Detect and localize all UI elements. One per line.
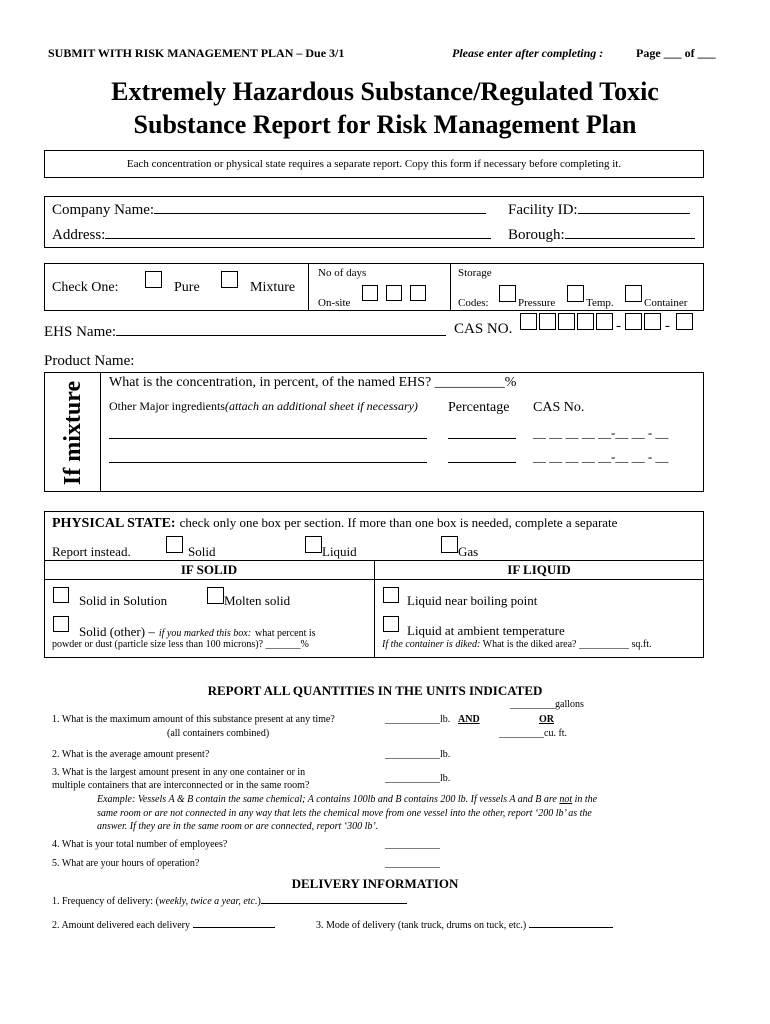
borough-field[interactable]: [508, 224, 695, 244]
container-code-box[interactable]: [625, 285, 642, 302]
if-solid-heading: IF SOLID: [180, 562, 238, 577]
cas-digit-box[interactable]: [644, 313, 661, 330]
solid-in-solution-checkbox[interactable]: [53, 587, 69, 603]
days-digit-box[interactable]: [362, 285, 378, 301]
example-1a: Example: Vessels A & B contain the same chemical; A contains 100lb and B contains 200 lb. If vessels A and B are: [97, 794, 560, 805]
liquid-near-boiling-checkbox[interactable]: [383, 587, 399, 603]
q3-text-a: 3. What is the largest amount present in any one container or in: [52, 767, 306, 778]
liquid-checkbox[interactable]: [305, 536, 322, 553]
other-ingredients-text: Other Major ingredients: [109, 399, 225, 413]
onsite-label: On-site: [318, 297, 351, 309]
liquid-ambient-checkbox[interactable]: [383, 616, 399, 632]
container-label: Container: [644, 297, 688, 309]
gas-checkbox[interactable]: [441, 536, 458, 553]
address-field[interactable]: [52, 224, 491, 244]
physical-state-heading: PHYSICAL STATE:: [52, 516, 176, 531]
quantities-heading: REPORT ALL QUANTITIES IN THE UNITS INDICATED: [207, 683, 543, 698]
cas-digit-box[interactable]: [596, 313, 613, 330]
example-not: not: [559, 794, 573, 805]
frequency-examples: weekly, twice a year, etc.: [158, 896, 258, 907]
solid-checkbox[interactable]: [166, 536, 183, 553]
cas-dash: -: [665, 318, 670, 334]
borough-label: Borough:: [508, 227, 565, 243]
if-marked-note: if you marked this box:: [158, 628, 252, 639]
divider: [308, 263, 309, 311]
divider: [100, 372, 101, 492]
report-instead-label: Report instead.: [52, 544, 131, 559]
codes-label: Codes:: [458, 297, 489, 309]
facility-id-label: Facility ID:: [508, 202, 578, 218]
physical-state-heading-row: [52, 514, 617, 532]
enter-after-note: Please enter after completing :: [452, 46, 604, 60]
notice-text: Each concentration or physical state requires a separate report. Copy this form if necessary before completing it.: [126, 158, 622, 170]
delivery-mode-field[interactable]: [316, 918, 613, 931]
mixture-checkbox[interactable]: [221, 271, 238, 288]
other-ingredients-label: [109, 399, 418, 414]
page-title-line2: Substance Report for Risk Management Plan: [133, 110, 637, 139]
example-line3: answer. If they are in the same room or are connected, report ‘300 lb’.: [97, 821, 379, 832]
liquid-near-boiling-label: Liquid near boiling point: [407, 593, 538, 608]
q2-lb-field[interactable]: ___________lb.: [385, 749, 451, 760]
pressure-code-box[interactable]: [499, 285, 516, 302]
cas-digit-box[interactable]: [577, 313, 594, 330]
page-number[interactable]: Page ___ of ___: [636, 46, 716, 60]
attach-note: (attach an additional sheet if necessary): [224, 399, 418, 413]
and-label: AND: [458, 714, 480, 725]
ingredient-percentage-line[interactable]: [448, 438, 516, 439]
q2-text: 2. What is the average amount present?: [52, 749, 210, 760]
cuft-field[interactable]: _________cu. ft.: [499, 728, 568, 739]
delivery-heading: DELIVERY INFORMATION: [291, 876, 459, 891]
q1-text: 1. What is the maximum amount of this substance present at any time?: [52, 714, 335, 725]
cas-digit-box[interactable]: [558, 313, 575, 330]
mixture-label: Mixture: [250, 280, 296, 295]
frequency-label: 1. Frequency of delivery: (: [52, 896, 159, 907]
diked-note: If the container is diked:: [382, 639, 481, 650]
amount-delivered-label: 2. Amount delivered each delivery: [52, 920, 191, 931]
diked-question: What is the diked area? __________ sq.ft.: [482, 639, 652, 650]
powder-note[interactable]: powder or dust (particle size less than 100 microns)? _______%: [52, 639, 309, 650]
q5-field[interactable]: ___________: [385, 858, 440, 869]
solid-other-checkbox[interactable]: [53, 616, 69, 632]
ingredient-percentage-line[interactable]: [448, 462, 516, 463]
q4-field[interactable]: ___________: [385, 839, 440, 850]
example-1b: in the: [572, 794, 598, 805]
if-mixture-label: If mixture: [60, 380, 86, 486]
percentage-header: Percentage: [448, 400, 510, 415]
cas-header: CAS No.: [533, 400, 585, 415]
page-title-line1: Extremely Hazardous Substance/Regulated Toxic: [111, 77, 659, 106]
ingredient-cas-blank[interactable]: __ __ __ __ __-__ __ - __: [533, 425, 669, 440]
solid-label: Solid: [188, 544, 216, 559]
product-name-label: Product Name:: [44, 353, 135, 369]
temp-label: Temp.: [586, 297, 614, 309]
frequency-close: ): [257, 896, 261, 907]
delivery-mode-label: 3. Mode of delivery (tank truck, drums on tuck, etc.): [316, 920, 527, 931]
percent-is-text: what percent is: [255, 628, 316, 639]
days-label: No of days: [318, 267, 367, 279]
liquid-ambient-label: Liquid at ambient temperature: [407, 623, 565, 638]
amount-delivered-field[interactable]: [52, 918, 275, 931]
ehs-name-field[interactable]: [44, 321, 446, 341]
temp-code-box[interactable]: [567, 285, 584, 302]
cas-no-label: CAS NO.: [454, 321, 513, 337]
cas-digit-box[interactable]: [625, 313, 642, 330]
company-name-field[interactable]: [52, 199, 486, 219]
solid-other-label: Solid (other) –: [79, 624, 155, 639]
molten-solid-label: Molten solid: [224, 593, 291, 608]
divider: [450, 263, 451, 311]
if-liquid-heading: IF LIQUID: [507, 562, 571, 577]
q1-subtext: (all containers combined): [167, 728, 270, 739]
gas-label: Gas: [458, 544, 479, 559]
gallons-field[interactable]: _________gallons: [510, 699, 584, 710]
storage-label: Storage: [458, 267, 492, 279]
solid-in-solution-label: Solid in Solution: [79, 593, 168, 608]
molten-solid-checkbox[interactable]: [207, 587, 224, 604]
q5-text: 5. What are your hours of operation?: [52, 858, 200, 869]
ingredient-name-line[interactable]: [109, 462, 427, 463]
pure-checkbox[interactable]: [145, 271, 162, 288]
days-digit-box[interactable]: [410, 285, 426, 301]
check-one-label: Check One:: [52, 280, 119, 295]
cas-dash: -: [616, 318, 621, 334]
diked-row[interactable]: [382, 639, 651, 650]
notice-box: [44, 150, 704, 178]
example-line2: same room or are not connected in any way that lets the chemical move from one vessel into the other, report ‘200 lb’ as the: [97, 808, 592, 819]
ehs-name-label: EHS Name:: [44, 324, 117, 340]
company-name-label: Company Name:: [52, 202, 155, 218]
cas-digit-box[interactable]: [520, 313, 537, 330]
q3-lb-field[interactable]: ___________lb.: [385, 773, 451, 784]
cas-digit-box[interactable]: [676, 313, 693, 330]
concentration-question[interactable]: What is the concentration, in percent, of the named EHS? __________%: [109, 375, 517, 390]
pressure-label: Pressure: [518, 297, 556, 309]
or-label: OR: [539, 714, 554, 725]
liquid-label: Liquid: [322, 544, 357, 559]
address-label: Address:: [52, 227, 106, 243]
pure-label: Pure: [174, 280, 200, 295]
frequency-field[interactable]: [52, 894, 407, 907]
example-line1: [97, 794, 597, 805]
q1-lb-field[interactable]: ___________lb.: [385, 714, 451, 725]
ingredient-name-line[interactable]: [109, 438, 427, 439]
physical-state-instruction: check only one box per section. If more than one box is needed, complete a separate: [179, 515, 618, 530]
q3-text-b: multiple containers that are interconnected or in the same room?: [52, 780, 310, 791]
ingredient-cas-blank[interactable]: __ __ __ __ __-__ __ - __: [533, 449, 669, 464]
facility-id-field[interactable]: [508, 199, 690, 219]
q4-text: 4. What is your total number of employees?: [52, 839, 228, 850]
submit-note: SUBMIT WITH RISK MANAGEMENT PLAN – Due 3/1: [48, 46, 345, 60]
days-digit-box[interactable]: [386, 285, 402, 301]
cas-digit-box[interactable]: [539, 313, 556, 330]
